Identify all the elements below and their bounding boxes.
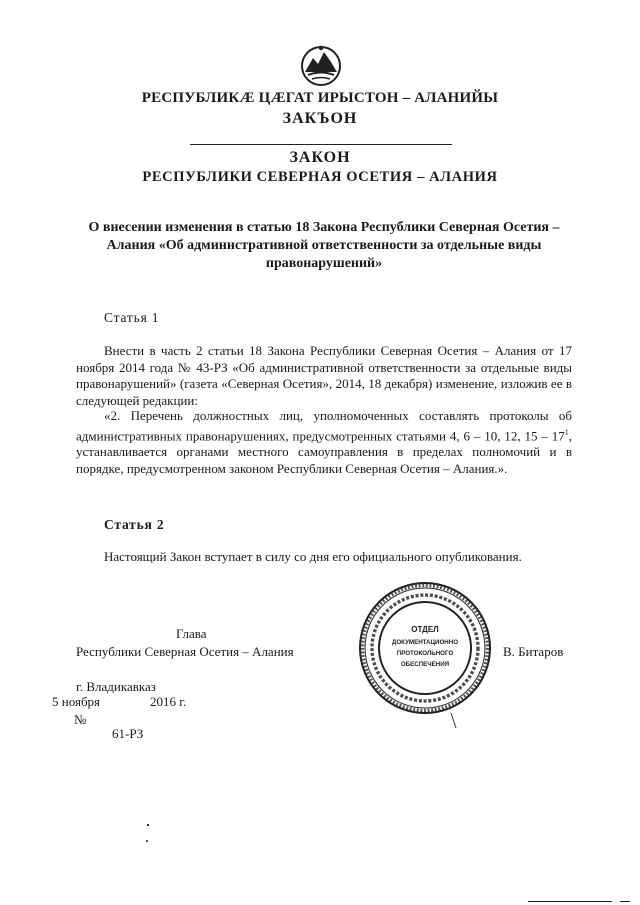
superscript-index: 1 xyxy=(564,427,569,437)
article-1-paragraph-2 xyxy=(76,408,572,477)
header-law-ossetian: ЗАКЪОН xyxy=(282,110,358,127)
signing-year: 2016 г. xyxy=(150,694,187,709)
seal-line-4: ОБЕСПЕЧЕНИЯ xyxy=(400,661,450,668)
header-republic-ossetian: РЕСПУБЛИКӔ ЦӔГАТ ИРЫСТОН – АЛАНИЙЫ xyxy=(141,90,499,106)
footer-line xyxy=(528,901,612,902)
footer-dash xyxy=(620,901,630,902)
signing-date: 5 ноября xyxy=(52,694,101,709)
coat-of-arms-icon xyxy=(298,42,344,88)
article-2-paragraph: Настоящий Закон вступает в силу со дня его официального опубликования. xyxy=(104,549,522,564)
signatory-name: В. Битаров xyxy=(503,644,564,659)
seal-line-2: ДОКУМЕНТАЦИОННО xyxy=(391,639,459,646)
signing-city: г. Владикавказ xyxy=(76,679,156,694)
official-seal-icon xyxy=(358,581,492,715)
article-1-paragraph-1: Внести в часть 2 статьи 18 Закона Республики Северная Осетия – Алания от 17 ноября 2014 года № 43-РЗ «Об административной ответственности за отдельные виды правонарушений» (газета «Северная Осетия», 2014, 18 декабря) изменение, изложив ее в следующей редакции: xyxy=(76,343,572,408)
law-number: 61-РЗ xyxy=(112,726,144,741)
number-sign: № xyxy=(74,712,87,727)
header-divider xyxy=(190,144,452,145)
paragraph-2-text-start: «2. Перечень должностных лиц, уполномоченных составлять протоколы об административных правонарушениях, предусмотренных статьями 4, 6 – 10, 12, 15 – 17 xyxy=(76,408,572,443)
scan-dot xyxy=(147,824,149,826)
header-republic: РЕСПУБЛИКИ СЕВЕРНАЯ ОСЕТИЯ – АЛАНИЯ xyxy=(142,169,498,185)
seal-line-3: ПРОТОКОЛЬНОГО xyxy=(396,650,454,657)
article-2-heading: Статья 2 xyxy=(104,517,165,532)
scan-dot xyxy=(146,840,148,842)
document-title: О внесении изменения в статью 18 Закона Республики Северная Осетия – Алания «Об административной ответственности за отдельные виды правонарушений» xyxy=(88,220,560,271)
header-law: ЗАКОН xyxy=(289,149,351,166)
pen-mark xyxy=(450,712,458,730)
signatory-title: Глава xyxy=(176,626,207,641)
signatory-office: Республики Северная Осетия – Алания xyxy=(76,644,294,659)
paragraph-2-text-end: , устанавливается органами местного самоуправления в пределах полномочий и в порядке, предусмотренном законом Республики Северная Осетия – Алания.». xyxy=(76,427,572,476)
seal-line-1: ОТДЕЛ xyxy=(411,625,439,634)
article-1-heading: Статья 1 xyxy=(104,310,160,325)
